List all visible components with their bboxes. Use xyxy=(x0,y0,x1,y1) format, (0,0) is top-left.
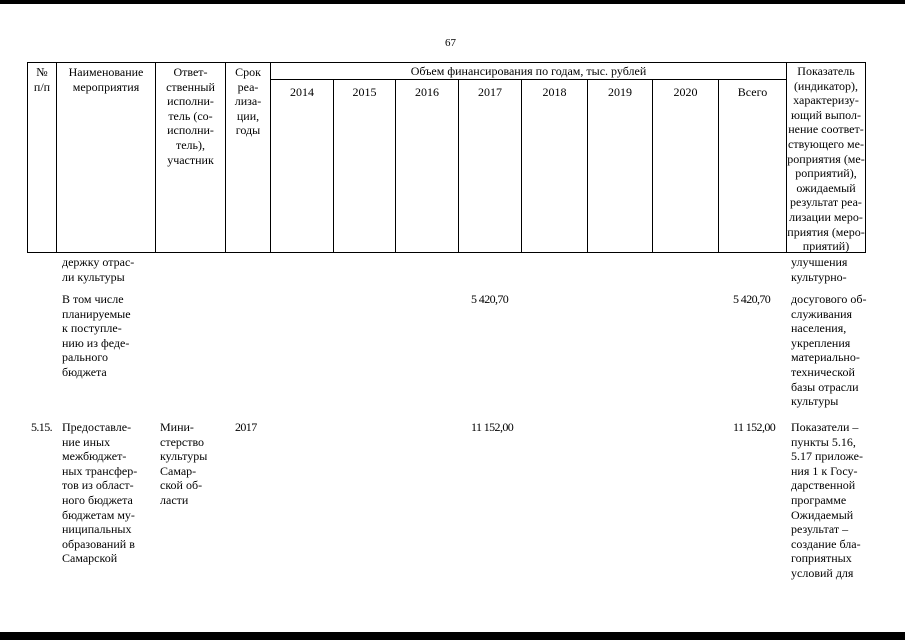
row-2-name: Предоставле- ние иных межбюджет- ных трансфер- тов из област- ного бюджета бюджетам му- ниципальных образований в Самарской xyxy=(62,420,138,566)
row-0-indicator: улучшения культурно- xyxy=(791,255,848,284)
header-total: Всего xyxy=(737,85,768,99)
row-2-indicator: Показатели – пункты 5.16, 5.17 приложе- ния 1 к Госу- дарственной программе Ожидаемый результат – создание бла- гоприятных условий для xyxy=(791,420,863,580)
row-0-name: держку отрас- ли культуры xyxy=(62,255,135,284)
header-year-2015: 2015 xyxy=(352,85,377,99)
header-year-2018: 2018 xyxy=(542,85,567,99)
header-term: Срок реа- лиза- ции, годы xyxy=(234,65,262,138)
row-1-total: 5 420,70 xyxy=(733,292,771,306)
page-number: 67 xyxy=(445,37,456,49)
header-year-2019: 2019 xyxy=(608,85,632,99)
scan-top-edge xyxy=(0,0,905,4)
header-year-2016: 2016 xyxy=(415,85,439,99)
row-2-term: 2017 xyxy=(235,420,257,434)
row-2-number: 5.15. xyxy=(31,420,53,434)
header-number: № п/п xyxy=(33,65,51,94)
scan-bottom-edge xyxy=(0,632,905,640)
row-1-indicator: досугового об- служивания населения, укрепления материально- технической базы отрасли культуры xyxy=(791,292,867,409)
header-year-2020: 2020 xyxy=(673,85,698,99)
row-2-total: 11 152,00 xyxy=(733,420,776,434)
header-year-2017: 2017 xyxy=(478,85,502,99)
row-2-value-2017: 11 152,00 xyxy=(471,420,514,434)
row-1-value-2017: 5 420,70 xyxy=(471,292,509,306)
row-2-responsible: Мини- стерство культуры Самар- ской об- ласти xyxy=(160,420,208,507)
header-year-2014: 2014 xyxy=(290,85,314,99)
header-indicator: Показатель (индикатор), характеризу- ющий выпол- нение соответ- ствующего ме- роприятия (ме- роприятий), ожидаемый результат реа- лизации меро- приятия (меро- приятий) xyxy=(787,64,865,254)
header-responsible: Ответ- ственный исполни- тель (со- исполни- тель), участник xyxy=(166,65,215,167)
header-funding: Объем финансирования по годам, тыс. рублей xyxy=(410,64,647,78)
row-1-name: В том числе планируемые к поступле- нию из феде- рального бюджета xyxy=(62,292,131,379)
header-name: Наименование мероприятия xyxy=(68,65,144,94)
